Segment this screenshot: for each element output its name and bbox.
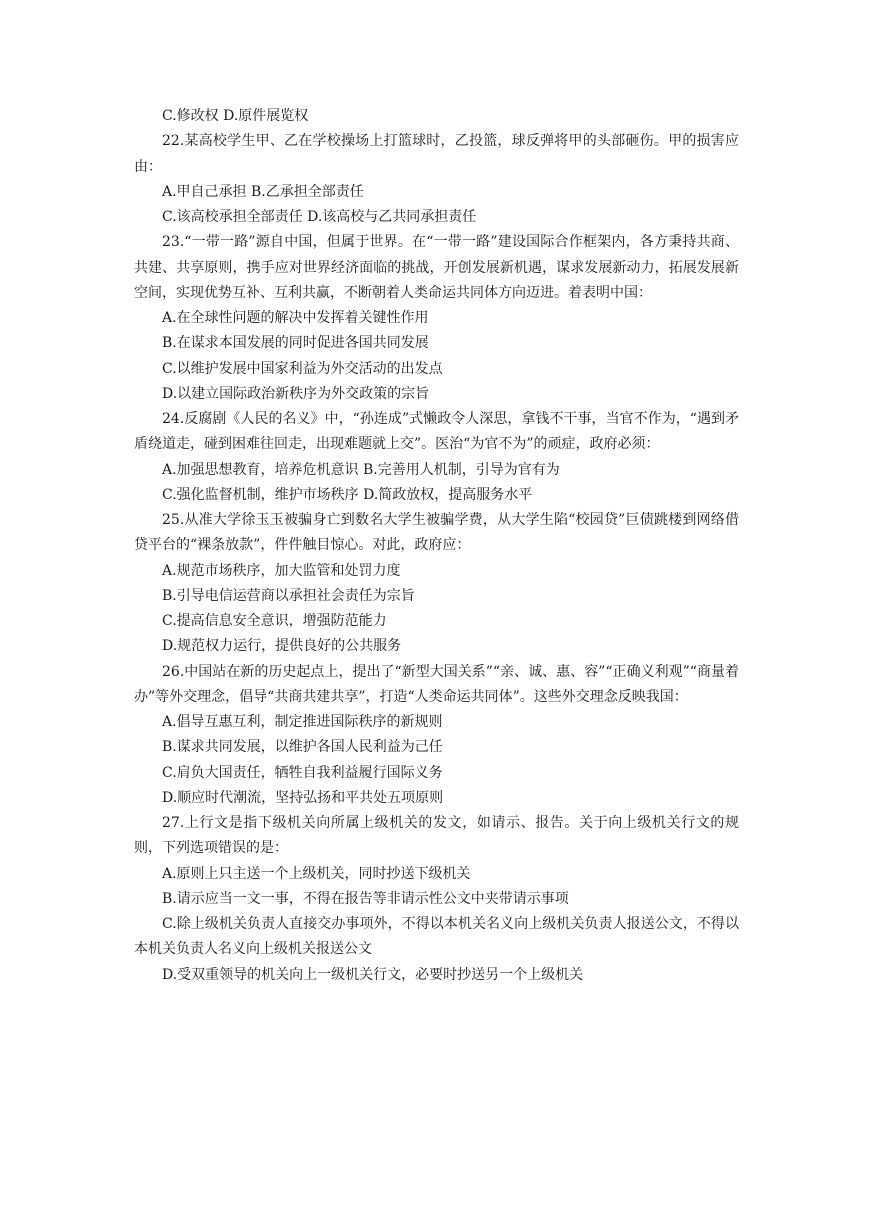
q22-option-ab: A.甲自己承担 B.乙承担全部责任: [162, 183, 364, 200]
q25-option-c: C.提高信息安全意识，增强防范能力: [162, 613, 387, 629]
q23-stem: 23.“一带一路”源自中国，但属于世界。在“一带一路”建设国际合作框架内，各方秉持共商、共建、共享原则，携手应对世界经济面临的挑战，开创发展新机遇，谋求发展新动力，拓展发展新空间，实现优势互补、互利共赢，不断朝着人类命运共同体方向迈进。着表明中国：: [134, 234, 739, 301]
question-list: [134, 104, 739, 988]
q24-option-cd: C.强化监督机制，维护市场秩序 D.简政放权，提高服务水平: [162, 486, 533, 503]
q25-option-b: B.引导电信运营商以承担社会责任为宗旨: [162, 587, 415, 604]
q25-stem: 25.从准大学徐玉玉被骗身亡到数名大学生被骗学费，从大学生陷“校园贷”巨债跳楼到网络借贷平台的“裸条放款”，件件触目惊心。对此，政府应：: [134, 512, 739, 554]
q25-option-a: A.规范市场秩序，加大监管和处罚力度: [162, 562, 401, 579]
q26-stem: 26.中国站在新的历史起点上，提出了“新型大国关系”“亲、诚、惠、容”“正确义利观”“商量着办”等外交理念，倡导“共商共建共享”，打造“人类命运共同体”。这些外交理念反映我国：: [134, 663, 739, 705]
q22-option-cd: C.该高校承担全部责任 D.该高校与乙共同承担责任: [162, 209, 477, 225]
q27-stem: 27.上行文是指下级机关向所属上级机关的发文，如请示、报告。关于向上级机关行文的规则，下列选项错误的是：: [134, 815, 739, 857]
q27-option-d: D.受双重领导的机关向上一级机关行文，必要时抄送另一个上级机关: [162, 966, 584, 983]
q23-option-d: D.以建立国际政治新秩序为外交政策的宗旨: [162, 385, 430, 402]
q27-option-b: B.请示应当一文一事，不得在报告等非请示性公文中夹带请示事项: [162, 890, 569, 907]
q23-option-b: B.在谋求本国发展的同时促进各国共同发展: [162, 335, 429, 352]
q23-option-a: A.在全球性问题的解决中发挥着关键性作用: [162, 310, 429, 326]
q27-option-a: A.原则上只主送一个上级机关，同时抄送下级机关: [162, 865, 471, 882]
q26-option-b: B.谋求共同发展，以维护各国人民利益为己任: [162, 739, 443, 756]
q26-option-c: C.肩负大国责任，牺牲自我利益履行国际义务: [162, 764, 443, 781]
q25-option-d: D.规范权力运行，提供良好的公共服务: [162, 638, 402, 655]
q26-option-d: D.顺应时代潮流，坚持弘扬和平共处五项原则: [162, 789, 444, 806]
q27-option-c: C.除上级机关负责人直接交办事项外，不得以本机关名义向上级机关负责人报送公文，不得以本机关负责人名义向上级机关报送公文: [134, 916, 739, 958]
q23-option-c: C.以维护发展中国家利益为外交活动的出发点: [162, 360, 443, 377]
q26-option-a: A.倡导互惠互利，制定推进国际秩序的新规则: [162, 714, 443, 730]
q24-option-ab: A.加强思想教育，培养危机意识 B.完善用人机制，引导为官有为: [162, 461, 560, 478]
q24-stem: 24.反腐剧《人民的名义》中，“孙连成”式懒政令人深思，拿钱不干事，当官不作为，“遇到矛盾绕道走，碰到困难往回走，出现难题就上交”。医治“为官不为”的顽症，政府必须：: [134, 411, 739, 453]
q21-options-tail: C.修改权 D.原件展览权: [162, 108, 309, 124]
q22-stem: 22.某高校学生甲、乙在学校操场上打篮球时，乙投篮，球反弹将甲的头部砸伤。甲的损害应由：: [134, 133, 739, 175]
